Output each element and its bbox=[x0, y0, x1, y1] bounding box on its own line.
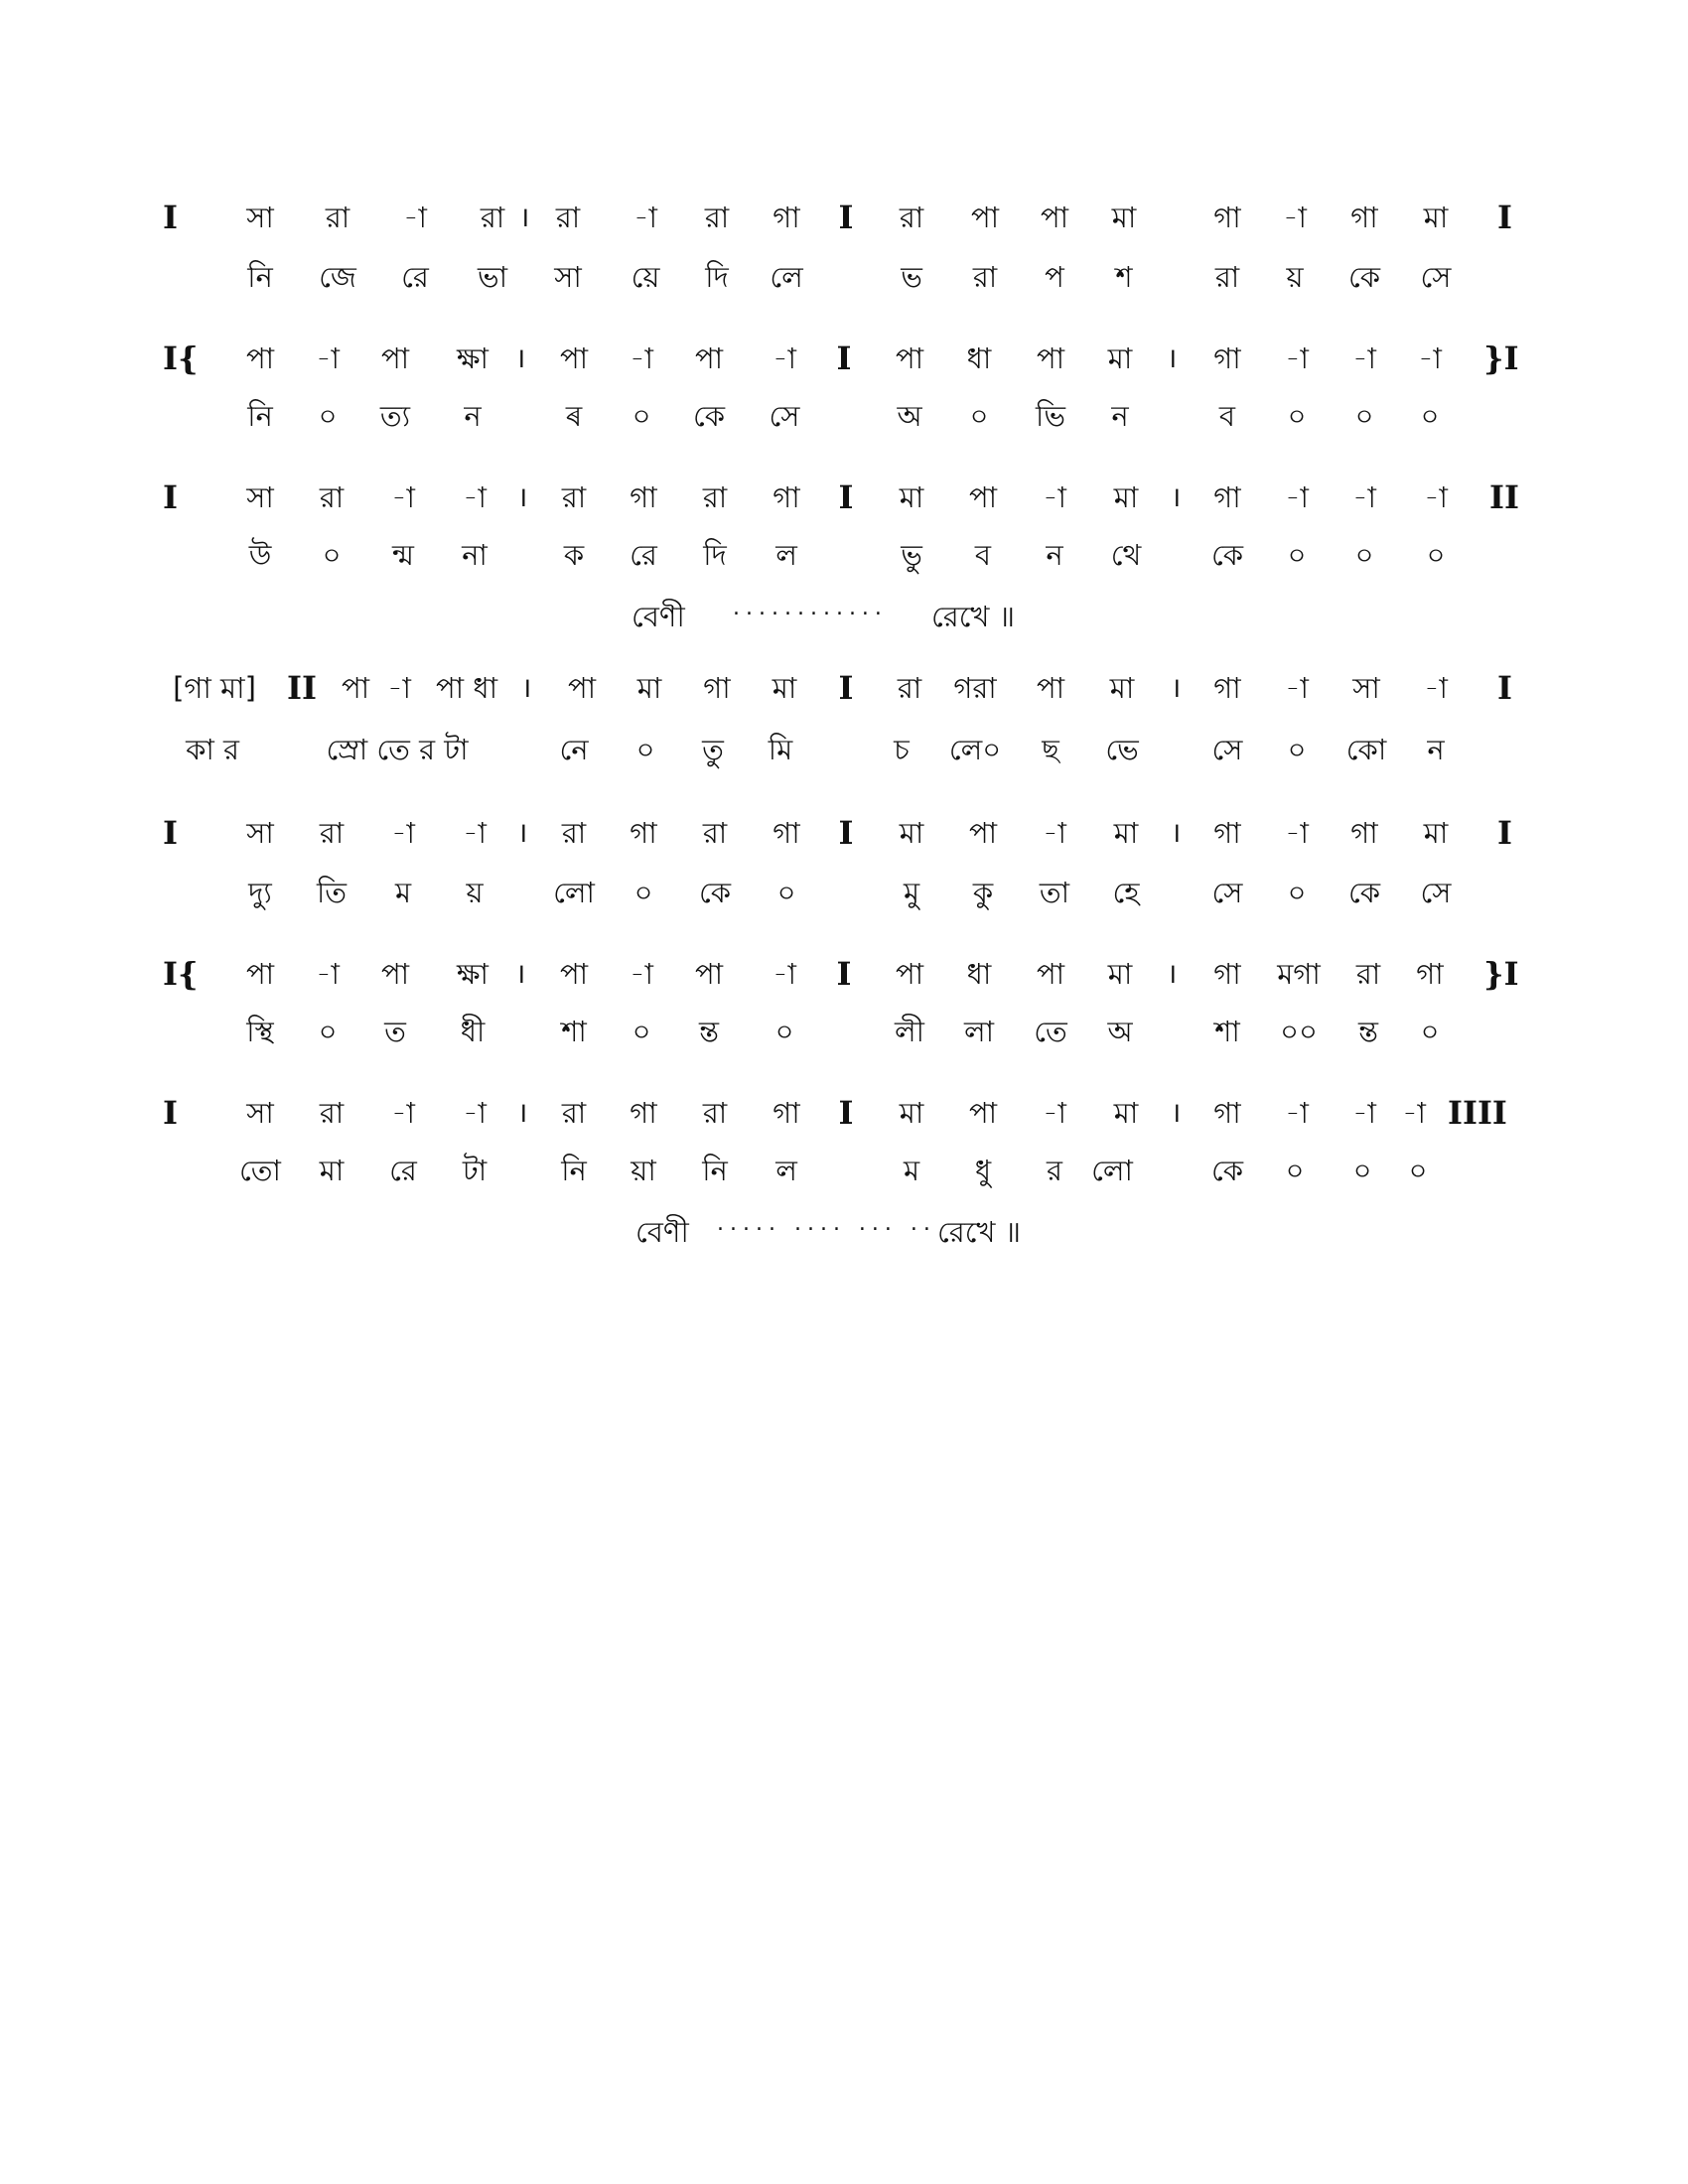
note: গা bbox=[773, 480, 800, 514]
note: পা bbox=[968, 1096, 998, 1130]
lyric: কে bbox=[1347, 876, 1381, 909]
lyric: ন bbox=[1111, 399, 1129, 433]
note: মা bbox=[772, 671, 797, 705]
lyric: ধু bbox=[974, 1154, 992, 1187]
note: -া bbox=[1285, 816, 1309, 850]
lyrics-row bbox=[0, 727, 1688, 772]
lyric: ০ bbox=[633, 876, 653, 909]
lyric: সে bbox=[1211, 876, 1243, 909]
lyric: লা bbox=[963, 1015, 995, 1048]
lyric: ত্য bbox=[379, 399, 411, 433]
note: -া bbox=[630, 341, 653, 375]
notation-row bbox=[0, 195, 1688, 240]
note: গা bbox=[1213, 957, 1241, 991]
note: -া bbox=[463, 480, 487, 514]
refrain-word-start: বেণী bbox=[635, 1215, 689, 1249]
note: গা bbox=[1213, 816, 1241, 850]
lyric: ০ bbox=[632, 1015, 651, 1048]
note: পা bbox=[968, 816, 998, 850]
refrain-line bbox=[0, 1209, 1688, 1255]
lyric: ০ bbox=[1352, 1154, 1372, 1187]
lyric: ০ bbox=[635, 733, 655, 766]
bar-start: I{ bbox=[163, 955, 199, 993]
lyric: কো bbox=[1345, 733, 1387, 766]
note: -া bbox=[1285, 341, 1309, 375]
note: পা bbox=[567, 671, 597, 705]
lyric: নে bbox=[559, 733, 589, 766]
lyric: শা bbox=[561, 1015, 587, 1048]
refrain-word-end: রেখে ॥ bbox=[937, 1215, 1022, 1249]
beat-separator: । bbox=[1170, 671, 1182, 704]
note: পা bbox=[968, 480, 998, 514]
bar-separator: I bbox=[836, 340, 852, 377]
lyric: তে bbox=[1034, 1015, 1067, 1048]
lyric: ০ bbox=[969, 399, 989, 433]
lyric: লী bbox=[895, 1015, 924, 1048]
note: পা bbox=[559, 957, 589, 991]
note: -া bbox=[773, 957, 796, 991]
beat-separator: । bbox=[1170, 1096, 1182, 1129]
lyrics-row bbox=[0, 393, 1688, 439]
bar-start: I{ bbox=[163, 340, 199, 377]
lyric: ল bbox=[775, 1154, 797, 1187]
lyric: তো bbox=[239, 1154, 281, 1187]
lyric: ন্ম bbox=[392, 538, 414, 572]
lyric: ব bbox=[1218, 399, 1236, 433]
note: পা bbox=[1036, 957, 1065, 991]
note: -া bbox=[1043, 1096, 1066, 1130]
lyric: জে bbox=[319, 260, 356, 294]
note: পা bbox=[341, 671, 370, 705]
lyric: ন্ত bbox=[1358, 1015, 1378, 1048]
note: সা bbox=[246, 816, 274, 850]
bar-end: }I bbox=[1483, 340, 1519, 377]
lyric: ০ bbox=[1426, 538, 1446, 572]
note: -া bbox=[633, 201, 657, 234]
lyric: মু bbox=[903, 876, 920, 909]
beat-separator: । bbox=[1170, 480, 1182, 513]
note: গা bbox=[630, 816, 657, 850]
note: -া bbox=[1402, 1096, 1426, 1130]
bar-start: I bbox=[163, 478, 178, 516]
note: পা bbox=[694, 957, 724, 991]
note: পা bbox=[970, 201, 1000, 234]
lyric: ল bbox=[775, 538, 797, 572]
lyric: ০ bbox=[1408, 1154, 1428, 1187]
lyric: ০ bbox=[322, 538, 342, 572]
note: মা bbox=[899, 1096, 924, 1130]
lyric: রে bbox=[389, 1154, 417, 1187]
lyric: ০ bbox=[1287, 538, 1307, 572]
note: গা bbox=[630, 1096, 657, 1130]
note: -া bbox=[1285, 671, 1309, 705]
lyric: তি bbox=[316, 876, 348, 909]
note: গা bbox=[1213, 480, 1241, 514]
note: -া bbox=[1424, 671, 1448, 705]
note: গা bbox=[1213, 201, 1241, 234]
note: মা bbox=[1423, 816, 1449, 850]
note: রা bbox=[702, 480, 728, 514]
note: রা bbox=[319, 816, 345, 850]
lyric: ০ bbox=[1420, 399, 1440, 433]
lyric: সা bbox=[554, 260, 582, 294]
note: -া bbox=[463, 816, 487, 850]
note: -া bbox=[316, 341, 340, 375]
note: পা bbox=[895, 341, 924, 375]
bar-separator: I bbox=[838, 814, 854, 852]
note: ধা bbox=[966, 957, 992, 991]
note: রা bbox=[899, 201, 924, 234]
bar-separator: I bbox=[838, 199, 854, 236]
notation-row bbox=[0, 810, 1688, 856]
notation-row bbox=[0, 475, 1688, 520]
beat-separator: । bbox=[516, 1096, 528, 1129]
note: পা bbox=[694, 341, 724, 375]
lyric: ভি bbox=[1036, 399, 1065, 433]
lyric: স্থি bbox=[246, 1015, 274, 1048]
note: গা bbox=[773, 816, 800, 850]
lyric: ০ bbox=[1354, 538, 1374, 572]
refrain-word-start: বেণী bbox=[632, 600, 685, 633]
note: পা bbox=[380, 957, 410, 991]
lyric: থে bbox=[1110, 538, 1142, 572]
bar-end: IIII bbox=[1448, 1094, 1507, 1132]
bar-start: II bbox=[287, 669, 317, 707]
lyric: দ্যু bbox=[248, 876, 272, 909]
note: -া bbox=[630, 957, 653, 991]
note: রা bbox=[561, 480, 587, 514]
note: পা bbox=[559, 341, 589, 375]
lyric: ন bbox=[1046, 538, 1063, 572]
note: গা bbox=[1416, 957, 1444, 991]
lyric: নি bbox=[247, 399, 273, 433]
note: রা bbox=[1355, 957, 1381, 991]
lyric: ০ bbox=[774, 1015, 794, 1048]
beat-separator: । bbox=[514, 957, 526, 990]
note: -া bbox=[387, 671, 411, 705]
lyric: সে bbox=[769, 399, 800, 433]
bar-separator: I bbox=[836, 955, 852, 993]
lyric: কে bbox=[1210, 538, 1244, 572]
lyric: মা bbox=[319, 1154, 345, 1187]
lyric: অ bbox=[1107, 1015, 1133, 1048]
lyric: ০ bbox=[1354, 399, 1374, 433]
lyric: লো bbox=[553, 876, 595, 909]
note: রা bbox=[704, 201, 730, 234]
note: রা bbox=[702, 1096, 728, 1130]
lyrics-row bbox=[0, 532, 1688, 578]
lyric: তা bbox=[1039, 876, 1070, 909]
note: পা bbox=[895, 957, 924, 991]
beat-separator: । bbox=[1166, 957, 1178, 990]
lyric: ৰ bbox=[565, 399, 583, 433]
lyric: উ bbox=[248, 538, 272, 572]
lyric: ক bbox=[563, 538, 585, 572]
note: রা bbox=[561, 816, 587, 850]
note: মা bbox=[899, 816, 924, 850]
beat-separator: । bbox=[516, 480, 528, 513]
lyric: ০ bbox=[1285, 1154, 1305, 1187]
bar-start: I bbox=[163, 1094, 178, 1132]
bar-end: }I bbox=[1483, 955, 1519, 993]
lyric: ব bbox=[974, 538, 992, 572]
note: গা bbox=[773, 201, 800, 234]
lyric: স্রো তে র টা bbox=[326, 733, 469, 766]
note: রা bbox=[319, 480, 345, 514]
lyric: ভা bbox=[477, 260, 508, 294]
note: রা bbox=[702, 816, 728, 850]
note: গরা bbox=[953, 671, 997, 705]
lyric: দি bbox=[703, 538, 727, 572]
note: -া bbox=[1283, 201, 1307, 234]
note: মা bbox=[1113, 480, 1139, 514]
note: রা bbox=[480, 201, 505, 234]
note: ক্ষা bbox=[457, 957, 489, 991]
note: মগা bbox=[1277, 957, 1321, 991]
refrain-word-end: রেখে ॥ bbox=[931, 600, 1016, 633]
lyric: ০ bbox=[318, 399, 338, 433]
lyric: লে০ bbox=[948, 733, 1002, 766]
lyric: দি bbox=[705, 260, 729, 294]
lyric: ভু bbox=[901, 538, 922, 572]
lyric: চ bbox=[894, 733, 910, 766]
note: মা bbox=[1113, 1096, 1139, 1130]
lyric: ভ bbox=[901, 260, 922, 294]
lyric: র bbox=[1047, 1154, 1062, 1187]
note: গা bbox=[630, 480, 657, 514]
note: রা bbox=[561, 1096, 587, 1130]
lyrics-row bbox=[0, 254, 1688, 300]
lyric: ম bbox=[903, 1154, 920, 1187]
bar-end: I bbox=[1497, 814, 1512, 852]
lyric: সে bbox=[1420, 876, 1452, 909]
note: রা bbox=[555, 201, 581, 234]
beat-separator: । bbox=[516, 816, 528, 849]
lyric: প bbox=[1045, 260, 1064, 294]
lyric: না bbox=[462, 538, 488, 572]
lyric: লে bbox=[770, 260, 803, 294]
notation-row bbox=[0, 336, 1688, 381]
lyric: টা bbox=[462, 1154, 488, 1187]
note: গা bbox=[773, 1096, 800, 1130]
lyric: ০ bbox=[1287, 399, 1307, 433]
lyric: য় bbox=[466, 876, 484, 909]
lyric: কা র bbox=[186, 733, 239, 766]
note: মা bbox=[1107, 957, 1133, 991]
lyric: য়ে bbox=[631, 260, 660, 294]
bar-end: I bbox=[1497, 199, 1512, 236]
lyric: ০ bbox=[632, 399, 651, 433]
note: -া bbox=[391, 1096, 415, 1130]
lyric: লো bbox=[1091, 1154, 1133, 1187]
lyrics-row bbox=[0, 870, 1688, 915]
lyric: নি bbox=[561, 1154, 587, 1187]
bar-end: II bbox=[1489, 478, 1519, 516]
note: -া bbox=[391, 480, 415, 514]
notation-row bbox=[0, 951, 1688, 997]
note: -া bbox=[1285, 480, 1309, 514]
lyric: ন bbox=[1427, 733, 1445, 766]
bar-end: I bbox=[1497, 669, 1512, 707]
note: সা bbox=[246, 201, 274, 234]
lyric: মি bbox=[768, 733, 793, 766]
note: পা bbox=[1036, 671, 1065, 705]
lyric: কে bbox=[1347, 260, 1381, 294]
lyric: ভে bbox=[1105, 733, 1139, 766]
bar-separator: I bbox=[838, 669, 854, 707]
beat-separator: । bbox=[1170, 816, 1182, 849]
note: -া bbox=[1285, 1096, 1309, 1130]
lyric: ০ bbox=[1420, 1015, 1440, 1048]
note: সা bbox=[246, 1096, 274, 1130]
note: -া bbox=[773, 341, 796, 375]
note: গা bbox=[703, 671, 731, 705]
refrain-dots: ............ bbox=[733, 596, 888, 620]
bar-separator: I bbox=[838, 1094, 854, 1132]
note: রা bbox=[325, 201, 351, 234]
note: গা bbox=[1213, 1096, 1241, 1130]
note: গা bbox=[1350, 816, 1378, 850]
note: মা bbox=[1111, 201, 1137, 234]
lyric: ন bbox=[464, 399, 482, 433]
refrain-dots: ..... .... ... .. bbox=[717, 1211, 936, 1236]
note: -া bbox=[391, 816, 415, 850]
lyric: ত bbox=[384, 1015, 406, 1048]
note: মা bbox=[899, 480, 924, 514]
note: মা bbox=[1423, 201, 1449, 234]
lyric: ম bbox=[394, 876, 412, 909]
lyrics-row bbox=[0, 1009, 1688, 1054]
lyric: তু bbox=[702, 733, 724, 766]
note: মা bbox=[1109, 671, 1135, 705]
note: পা bbox=[1036, 341, 1065, 375]
note: গা bbox=[1350, 201, 1378, 234]
note: মা bbox=[1113, 816, 1139, 850]
note: পা bbox=[245, 341, 275, 375]
note: -া bbox=[1043, 816, 1066, 850]
note: -া bbox=[403, 201, 427, 234]
notation-row bbox=[0, 665, 1688, 711]
lyric: অ bbox=[897, 399, 922, 433]
note: -া bbox=[463, 1096, 487, 1130]
lyric: য় bbox=[1286, 260, 1304, 294]
note: পা bbox=[380, 341, 410, 375]
lyric: সে bbox=[1420, 260, 1452, 294]
lyric: সে bbox=[1211, 733, 1243, 766]
lyric: য়া bbox=[631, 1154, 656, 1187]
bar-separator: I bbox=[838, 478, 854, 516]
note: পা ধা bbox=[436, 671, 497, 705]
lyric: কে bbox=[1210, 1154, 1244, 1187]
notation-row bbox=[0, 1090, 1688, 1136]
lyric: রে bbox=[401, 260, 429, 294]
lyric: ন্ত bbox=[699, 1015, 719, 1048]
note: মা bbox=[636, 671, 662, 705]
note: ক্ষা bbox=[457, 341, 489, 375]
lyric: শা bbox=[1214, 1015, 1240, 1048]
lyric: ধী bbox=[460, 1015, 486, 1048]
note: -া bbox=[1352, 480, 1376, 514]
note: -া bbox=[316, 957, 340, 991]
note: -া bbox=[1424, 480, 1448, 514]
lyrics-row bbox=[0, 1148, 1688, 1193]
note: -া bbox=[1043, 480, 1066, 514]
note: গা bbox=[1213, 671, 1241, 705]
note-prefix: [গা মা] bbox=[173, 671, 256, 705]
lyric: ছ bbox=[1042, 733, 1059, 766]
note: সা bbox=[1352, 671, 1380, 705]
lyric: কে bbox=[698, 876, 732, 909]
note: মা bbox=[1107, 341, 1133, 375]
bar-start: I bbox=[163, 814, 178, 852]
lyric: রে bbox=[630, 538, 657, 572]
note: গা bbox=[1213, 341, 1241, 375]
note: -া bbox=[1418, 341, 1442, 375]
note: সা bbox=[246, 480, 274, 514]
note: পা bbox=[245, 957, 275, 991]
lyric: ০ bbox=[1287, 876, 1307, 909]
bar-start: I bbox=[163, 199, 178, 236]
lyric: ০ bbox=[1287, 733, 1307, 766]
note: -া bbox=[1352, 341, 1376, 375]
beat-separator: । bbox=[520, 671, 532, 704]
lyric: শ bbox=[1115, 260, 1133, 294]
lyric: কে bbox=[692, 399, 726, 433]
beat-separator: । bbox=[1166, 341, 1178, 374]
note: ধা bbox=[966, 341, 992, 375]
lyric: রা bbox=[1214, 260, 1240, 294]
beat-separator: । bbox=[518, 201, 530, 233]
lyric: হে bbox=[1112, 876, 1140, 909]
note: -া bbox=[1352, 1096, 1376, 1130]
note: রা bbox=[319, 1096, 345, 1130]
refrain-line bbox=[0, 594, 1688, 639]
note: পা bbox=[1040, 201, 1069, 234]
lyric: ০০ bbox=[1280, 1015, 1318, 1048]
lyric: নি bbox=[247, 260, 273, 294]
lyric: রা bbox=[972, 260, 998, 294]
lyric: ০ bbox=[318, 1015, 338, 1048]
lyric: কু bbox=[972, 876, 994, 909]
lyric: নি bbox=[702, 1154, 728, 1187]
lyric: ০ bbox=[776, 876, 796, 909]
beat-separator: । bbox=[514, 341, 526, 374]
note: রা bbox=[897, 671, 922, 705]
